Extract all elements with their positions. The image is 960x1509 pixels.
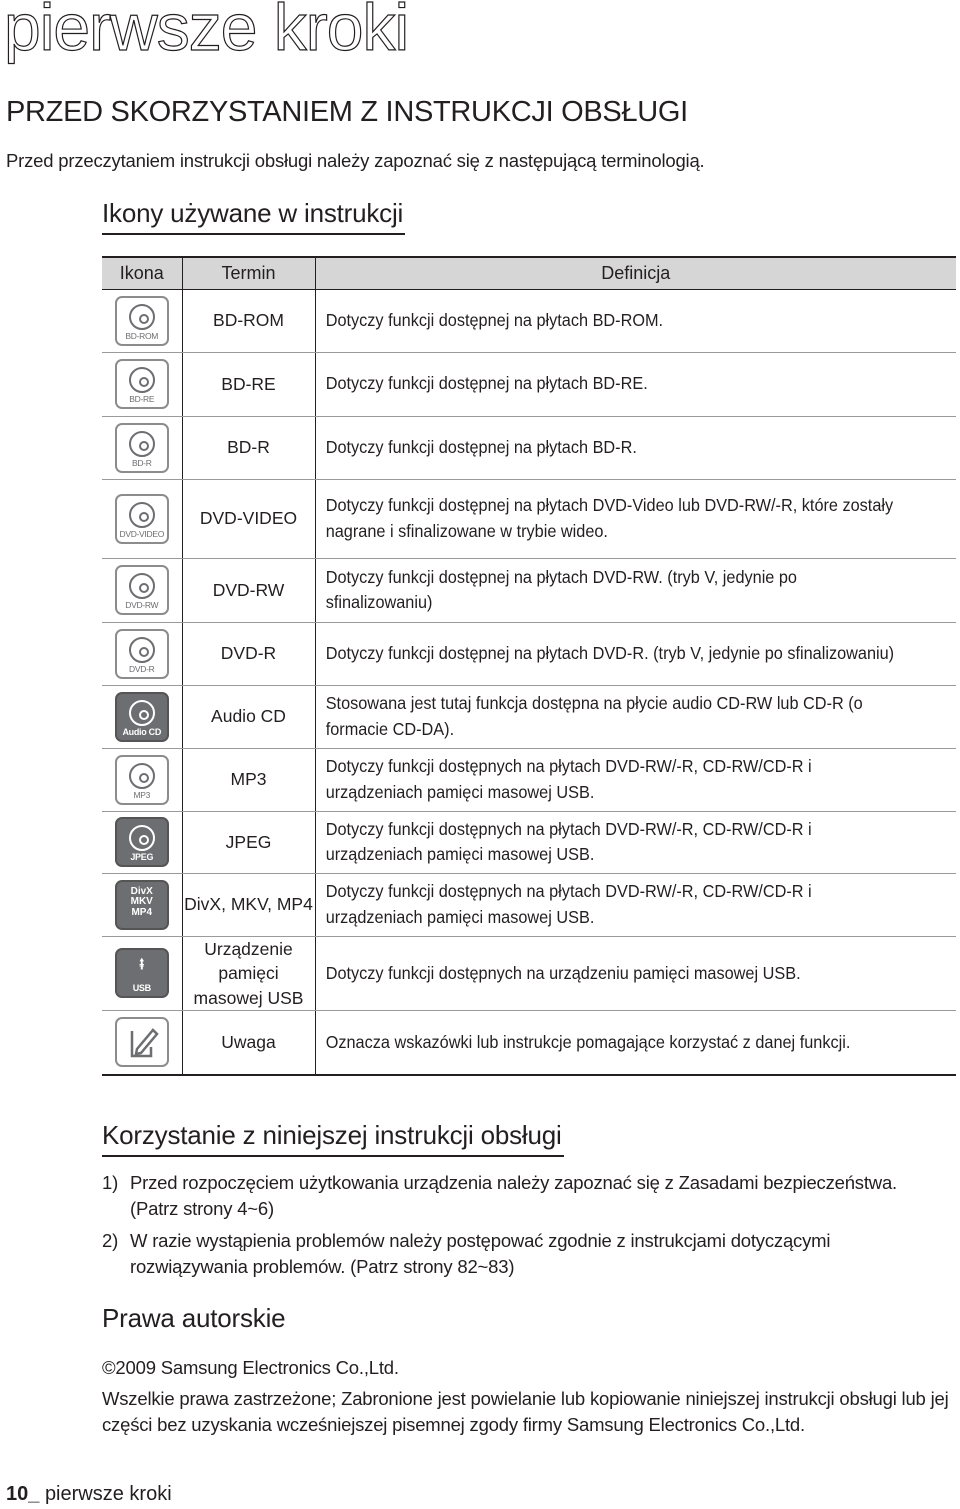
table-row [102, 685, 956, 748]
table-row [102, 1011, 956, 1075]
dvd-video-disc-icon: DVD-VIDEO [115, 494, 169, 544]
definition-cell: Stosowana jest tutaj funkcja dostępna na płycie audio CD-RW lub CD-R (o formacie CD-DA). [315, 685, 911, 748]
mp3-disc-icon: MP3 [115, 755, 169, 805]
column-header-definition: Definicja [315, 257, 956, 289]
term-cell: Uwaga [182, 1011, 315, 1075]
dvd-rw-disc-icon: DVD-RW [115, 565, 169, 615]
section-heading: PRZED SKORZYSTANIEM Z INSTRUKCJI OBSŁUGI [6, 96, 688, 128]
definition-cell: Dotyczy funkcji dostępnych na urządzeniu pamięci masowej USB. [315, 936, 911, 1011]
column-header-term: Termin [182, 257, 315, 289]
definition-cell: Dotyczy funkcji dostępnej na płytach BD-R. [315, 416, 911, 479]
jpeg-disc-icon: JPEG [115, 817, 169, 867]
definition-cell: Dotyczy funkcji dostępnych na płytach DVD-RW/-R, CD-RW/CD-R i urządzeniach pamięci masowej USB. [315, 873, 911, 936]
definition-cell: Dotyczy funkcji dostępnej na płytach DVD-R. (tryb V, jedynie po sfinalizowaniu) [315, 622, 911, 685]
bd-re-disc-icon: BD-RE [115, 359, 169, 409]
term-cell: Urządzenie pamięci masowej USB [182, 936, 315, 1011]
table-row [102, 289, 956, 352]
intro-text: Przed przeczytaniem instrukcji obsługi należy zapoznać się z następującą terminologią. [6, 150, 705, 171]
table-header-row [102, 257, 956, 289]
term-cell: BD-RE [182, 352, 315, 416]
definition-cell: Dotyczy funkcji dostępnej na płytach DVD-RW. (tryb V, jedynie po sfinalizowaniu) [315, 558, 911, 622]
term-cell: DVD-VIDEO [182, 479, 315, 558]
list-item [102, 1228, 950, 1280]
list-item [102, 1170, 950, 1222]
list-text: Przed rozpoczęciem użytkowania urządzenia należy zapoznać się z Zasadami bezpieczeństwa. (Patrz strony 4~6) [130, 1172, 897, 1219]
usage-heading [102, 1120, 562, 1151]
term-cell: DVD-RW [182, 558, 315, 622]
usage-heading-text: Korzystanie z niniejszej instrukcji obsługi [102, 1120, 562, 1150]
icon-table [102, 256, 956, 1076]
footer-chapter: pierwsze kroki [44, 1483, 172, 1505]
copyright-notice: Wszelkie prawa zastrzeżone; Zabronione jest powielanie lub kopiowanie niniejszej instrukcji obsługi lub jej części bez uzyskania wcześniejszej pisemnej zgody firmy Samsung Electronics Co.,Ltd. [102, 1388, 949, 1435]
chapter-title: pierwsze kroki [4, 0, 409, 64]
definition-cell: Dotyczy funkcji dostępnej na płytach DVD-Video lub DVD-RW/-R, które zostały nagrane i sfinalizowane w trybie wideo. [315, 479, 911, 558]
bd-rom-disc-icon: BD-ROM [115, 296, 169, 346]
column-header-icon: Ikona [102, 257, 182, 289]
table-row [102, 479, 956, 558]
table-row [102, 352, 956, 416]
definition-cell: Oznacza wskazówki lub instrukcje pomagające korzystać z danej funkcji. [315, 1011, 911, 1075]
heading-rule [102, 233, 405, 235]
definition-cell: Dotyczy funkcji dostępnej na płytach BD-ROM. [315, 289, 911, 352]
heading-rule [102, 1155, 564, 1157]
definition-cell: Dotyczy funkcji dostępnej na płytach BD-RE. [315, 352, 911, 416]
dvd-r-disc-icon: DVD-R [115, 629, 169, 679]
term-cell: MP3 [182, 748, 315, 811]
list-number: 2) [102, 1230, 119, 1251]
icons-heading [102, 198, 403, 229]
term-cell: DVD-R [182, 622, 315, 685]
table-row [102, 416, 956, 479]
definition-cell: Dotyczy funkcji dostępnych na płytach DVD-RW/-R, CD-RW/CD-R i urządzeniach pamięci masowej USB. [315, 811, 911, 873]
table-row [102, 811, 956, 873]
divx-mkv-mp4-icon: DivX MKV MP4 [115, 880, 169, 930]
page-footer [6, 1483, 172, 1506]
copyright-line: ©2009 Samsung Electronics Co.,Ltd. [102, 1357, 399, 1378]
term-cell: BD-R [182, 416, 315, 479]
table-row [102, 748, 956, 811]
term-cell: JPEG [182, 811, 315, 873]
definition-cell: Dotyczy funkcji dostępnych na płytach DVD-RW/-R, CD-RW/CD-R i urządzeniach pamięci masowej USB. [315, 748, 911, 811]
list-text: W razie wystąpienia problemów należy postępować zgodnie z instrukcjami dotyczącymi rozwiązywania problemów. (Patrz strony 82~83) [130, 1230, 831, 1277]
table-row [102, 558, 956, 622]
audio-cd-disc-icon: Audio CD [115, 692, 169, 742]
list-number: 1) [102, 1172, 119, 1193]
term-cell: DivX, MKV, MP4 [182, 873, 315, 936]
note-icon [115, 1017, 169, 1067]
table-row [102, 622, 956, 685]
table-row [102, 873, 956, 936]
copyright-heading: Prawa autorskie [102, 1303, 286, 1333]
page-number: 10_ [6, 1483, 40, 1505]
usb-icon: ⭻ USB [115, 948, 169, 998]
term-cell: Audio CD [182, 685, 315, 748]
table-row [102, 936, 956, 1011]
term-cell: BD-ROM [182, 289, 315, 352]
icons-heading-text: Ikony używane w instrukcji [102, 198, 404, 228]
bd-r-disc-icon: BD-R [115, 423, 169, 473]
